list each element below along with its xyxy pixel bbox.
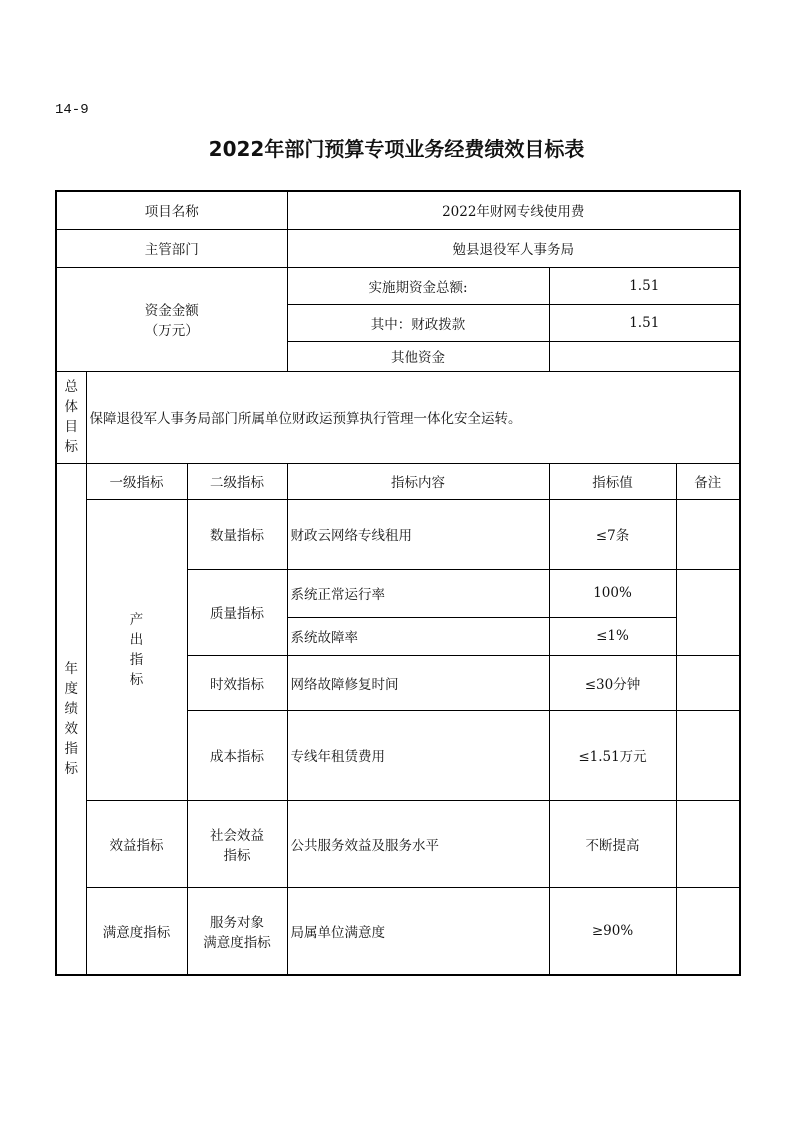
satisfaction-level2-line2: 满意度指标 bbox=[203, 934, 271, 951]
satisfaction-row bbox=[56, 887, 740, 975]
output-char: 出 bbox=[129, 631, 144, 648]
quantity-value: ≤7条 bbox=[549, 499, 676, 569]
department-label: 主管部门 bbox=[56, 229, 287, 267]
header-level2: 二级指标 bbox=[187, 463, 287, 499]
output-char: 指 bbox=[129, 651, 144, 668]
quality-note bbox=[676, 569, 740, 655]
benefit-row bbox=[56, 800, 740, 887]
satisfaction-level2-line1: 服务对象 bbox=[210, 914, 264, 931]
annual-char: 标 bbox=[64, 760, 78, 777]
annual-char: 指 bbox=[64, 740, 78, 757]
quantity-note bbox=[676, 499, 740, 569]
output-char: 标 bbox=[129, 671, 144, 688]
benefit-level2-line1: 社会效益 bbox=[210, 827, 264, 844]
output-char: 产 bbox=[129, 611, 144, 628]
overall-goal-label bbox=[56, 371, 86, 463]
annual-char: 度 bbox=[64, 680, 78, 697]
project-name-value: 2022年财网专线使用费 bbox=[287, 191, 740, 229]
annual-indicator-label bbox=[56, 463, 86, 975]
annual-char: 年 bbox=[64, 660, 78, 677]
overall-goal-row bbox=[56, 371, 740, 463]
quality-value-1: 100% bbox=[549, 569, 676, 617]
page-title: 2022年部门预算专项业务经费绩效目标表 bbox=[208, 137, 585, 161]
satisfaction-indicator-level2 bbox=[187, 887, 287, 975]
goal-char: 标 bbox=[64, 439, 78, 455]
project-name-row bbox=[56, 191, 740, 229]
page-number: 14-9 bbox=[55, 102, 89, 118]
benefit-value: 不断提高 bbox=[549, 800, 676, 887]
goal-char: 体 bbox=[64, 399, 78, 415]
quality-content-2: 系统故障率 bbox=[287, 617, 549, 655]
satisfaction-content: 局属单位满意度 bbox=[287, 887, 549, 975]
total-funds-label: 实施期资金总额: bbox=[287, 267, 549, 304]
goal-char: 目 bbox=[64, 419, 78, 435]
other-funds-label: 其他资金 bbox=[287, 341, 549, 371]
header-content: 指标内容 bbox=[287, 463, 549, 499]
cost-value: ≤1.51万元 bbox=[549, 710, 676, 800]
total-funds-row bbox=[56, 267, 740, 304]
department-value: 勉县退役军人事务局 bbox=[287, 229, 740, 267]
quality-content-1: 系统正常运行率 bbox=[287, 569, 549, 617]
satisfaction-note bbox=[676, 887, 740, 975]
annual-char: 效 bbox=[64, 720, 78, 737]
header-level1: 一级指标 bbox=[86, 463, 187, 499]
benefit-content: 公共服务效益及服务水平 bbox=[287, 800, 549, 887]
quantity-indicator: 数量指标 bbox=[187, 499, 287, 569]
department-row bbox=[56, 229, 740, 267]
other-funds-value bbox=[549, 341, 740, 371]
benefit-note bbox=[676, 800, 740, 887]
quality-indicator: 质量指标 bbox=[187, 569, 287, 655]
timeliness-indicator: 时效指标 bbox=[187, 655, 287, 710]
quality-value-2: ≤1% bbox=[549, 617, 676, 655]
performance-table bbox=[55, 190, 741, 976]
timeliness-note bbox=[676, 655, 740, 710]
funds-label-line2: （万元） bbox=[144, 323, 199, 339]
annual-char: 绩 bbox=[64, 700, 78, 717]
total-funds-value: 1.51 bbox=[549, 267, 740, 304]
header-note: 备注 bbox=[676, 463, 740, 499]
timeliness-value: ≤30分钟 bbox=[549, 655, 676, 710]
timeliness-content: 网络故障修复时间 bbox=[287, 655, 549, 710]
funds-label-line1: 资金金额 bbox=[144, 303, 199, 319]
benefit-indicator-level2 bbox=[187, 800, 287, 887]
cost-indicator: 成本指标 bbox=[187, 710, 287, 800]
cost-note bbox=[676, 710, 740, 800]
project-name-label: 项目名称 bbox=[56, 191, 287, 229]
benefit-level2-line2: 指标 bbox=[223, 847, 251, 864]
funds-label bbox=[56, 267, 287, 371]
header-value: 指标值 bbox=[549, 463, 676, 499]
indicator-header-row bbox=[56, 463, 740, 499]
output-indicator-label bbox=[86, 499, 187, 800]
fiscal-funds-value: 1.51 bbox=[549, 304, 740, 341]
cost-content: 专线年租赁费用 bbox=[287, 710, 549, 800]
quantity-row bbox=[56, 499, 740, 569]
goal-char: 总 bbox=[64, 379, 78, 395]
overall-goal-text: 保障退役军人事务局部门所属单位财政运预算执行管理一体化安全运转。 bbox=[86, 371, 740, 463]
satisfaction-value: ≥90% bbox=[549, 887, 676, 975]
satisfaction-indicator-level1: 满意度指标 bbox=[86, 887, 187, 975]
quantity-content: 财政云网络专线租用 bbox=[287, 499, 549, 569]
benefit-indicator-level1: 效益指标 bbox=[86, 800, 187, 887]
fiscal-funds-label: 其中：财政拨款 bbox=[287, 304, 549, 341]
